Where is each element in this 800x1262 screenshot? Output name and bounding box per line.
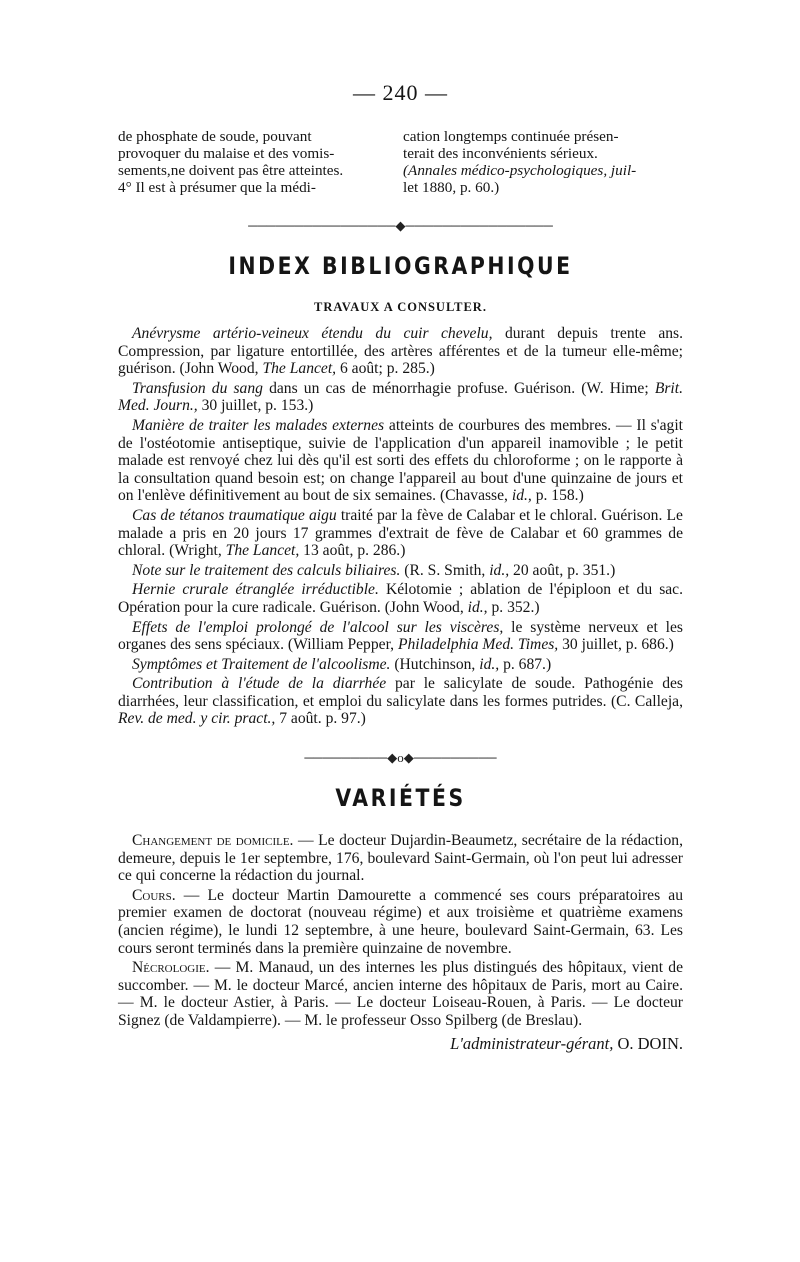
entry-end: 13 août, p. 286.) [299, 542, 406, 560]
text-line: terait des inconvénients sérieux. [403, 145, 598, 162]
section-subheading: TRAVAUX A CONSULTER. [314, 300, 487, 314]
entry-title: Transfusion du sang [132, 379, 263, 397]
entry-source: The Lancet, [225, 542, 300, 560]
news-item [118, 832, 683, 885]
entry-text: dans un cas de ménorrhagie profuse. Guérison. (W. Hime; [262, 379, 655, 397]
text-line: 4° Il est à présumer que la médi- [118, 179, 316, 196]
text-line: sements,ne doivent pas être atteintes. [118, 162, 344, 179]
entry-text: durant depuis trente ans. Compression, par ligature entortillée, des artères afférentes et de la tumeur elle-même; guérison. (John Wood, [118, 325, 684, 378]
bibliography-entry [118, 619, 683, 654]
entry-title: Effets de l'emploi prolongé de l'alcool sur les viscères, [132, 618, 504, 636]
page-number: — 240 — [353, 80, 448, 105]
page [118, 80, 683, 1054]
news-lead: Changement de domicile. [132, 832, 294, 850]
entry-source: id., [511, 487, 532, 505]
entry-source: id., [479, 655, 500, 673]
bibliography-entry [118, 562, 683, 580]
continued-text [118, 128, 683, 196]
bibliography-entry [118, 325, 683, 378]
entry-text: le système nerveux et les organes des sens spéciaux. (William Pepper, [118, 618, 683, 654]
signature [118, 1034, 683, 1054]
news-item [118, 887, 683, 957]
entry-text: traité par la fève de Calabar et le chloral. Guérison. Le malade a pris en 20 jours 17 grammes d'extrait de fève de Calabar et 60 grammes de chloral. (Wright, [118, 506, 683, 560]
right-column [403, 128, 683, 196]
entry-title: Contribution à l'étude de la diarrhée [132, 675, 387, 693]
news-text: — Le docteur Dujardin-Beaumetz, secrétaire de la rédaction, demeure, depuis le 1er septembre, 176, boulevard Saint-Germain, où l'on peut lui adresser ce qui concerne la rédaction du journal. [118, 832, 684, 885]
section-heading: INDEX BIBLIOGRAPHIQUE [228, 252, 573, 280]
entry-title: Anévrysme artério-veineux étendu du cuir chevelu, [132, 325, 493, 342]
bibliography-entry [118, 417, 683, 505]
ornamental-rule: ────────────────◆──────────────── [248, 218, 553, 233]
entry-end: p. 158.) [531, 487, 584, 505]
entry-title: Manière de traiter les malades externes [132, 416, 385, 434]
entry-title: Symptômes et Traitement de l'alcoolisme. [132, 655, 391, 673]
varietes-list [118, 832, 683, 1030]
signature-name: O. DOIN. [613, 1033, 683, 1053]
entry-end: p. 687.) [499, 655, 552, 673]
section-heading: VARIÉTÉS [335, 784, 466, 813]
entry-text: Kélotomie ; ablation de l'épiploon et du sac. Opération pour la cure radicale. Guérison. (John Wood, [118, 581, 684, 616]
bibliography-entry [118, 656, 683, 674]
bibliography-entry [118, 507, 683, 560]
news-text: — Le docteur Martin Damourette a commencé ses cours préparatoires au premier examen de doctorat (nouveau régime) et aux troisième et quatrième examens (ancien régime), le lundi 12 septembre, à une heure, boulevard Saint-Germain, 63. Les cours seront terminés dans la première quinzaine de novembre. [118, 886, 683, 957]
entry-source: Philadelphia Med. Times, [397, 636, 559, 654]
entry-end: 6 août; p. 285.) [336, 360, 435, 378]
entry-text: (Hutchinson, [390, 655, 480, 673]
entry-title: Cas de tétanos traumatique aigu [132, 506, 337, 524]
entry-end: 20 août, p. 351.) [509, 561, 616, 579]
entry-source: Brit. Med. Journ., [118, 379, 683, 415]
left-column [118, 128, 388, 196]
entry-source: The Lancet, [262, 360, 337, 378]
text-line: de phosphate de soude, pouvant [118, 128, 312, 145]
bibliography-list [118, 325, 683, 728]
bibliography-entry [118, 380, 683, 415]
text-line: provoquer du malaise et des vomis- [118, 145, 335, 162]
entry-source: id., [467, 598, 488, 616]
ornamental-rule: ─────────◆o◆───────── [304, 750, 497, 766]
entry-title: Hernie crurale étranglée irréductible. [132, 581, 379, 599]
text-line: (Annales médico-psychologiques, juil- [403, 162, 637, 179]
text-line: let 1880, p. 60.) [403, 179, 500, 196]
entry-end: 30 juillet, p. 686.) [558, 636, 674, 654]
entry-end: p. 352.) [487, 598, 540, 616]
entry-end: 7 août. p. 97.) [275, 710, 366, 728]
bibliography-entry [118, 675, 683, 728]
entry-end: 30 juillet, p. 153.) [197, 397, 314, 415]
entry-text: par le salicylate de soude. Pathogénie des diarrhées, leur classification, et emploi du salicylate dans les formes putrides. (C. Calleja, [118, 675, 684, 710]
entry-text: (R. S. Smith, [400, 561, 490, 579]
entry-text: atteints de courbures des membres. — Il s'agit de l'ostéotomie antiseptique, suivie de l'application d'un appareil inamovible ; le petit malade est renvoyé chez lui dès qu'il est sorti des effets du chloroforme ; on le rapporte à la consultation quand besoin est; on change l'appareil au bout d'une quinzaine de jours et on l'enlève définitivement au bout de six semaines. (Chavasse, [118, 416, 683, 505]
text-line: cation longtemps continuée présen- [403, 128, 619, 145]
bibliography-entry [118, 581, 683, 616]
signature-role: L'administrateur-gérant, [450, 1033, 614, 1053]
news-lead: Nécrologie. [132, 959, 210, 977]
news-text: — M. Manaud, un des internes les plus distingués des hôpitaux, vient de succomber. — M. le docteur Marcé, ancien interne des hôpitaux de Paris, mort au Caire. — M. le docteur Astier, à Paris. — Le docteur Loiseau-Rouen, à Paris. — Le docteur Signez (de Valdampierre). — M. le professeur Osso Spilberg (de Breslau). [118, 959, 683, 1029]
entry-title: Note sur le traitement des calculs biliaires. [132, 561, 401, 579]
news-lead: Cours. [132, 886, 176, 904]
entry-source: Rev. de med. y cir. pract., [118, 710, 276, 728]
entry-source: id., [489, 561, 510, 579]
news-item [118, 959, 683, 1029]
